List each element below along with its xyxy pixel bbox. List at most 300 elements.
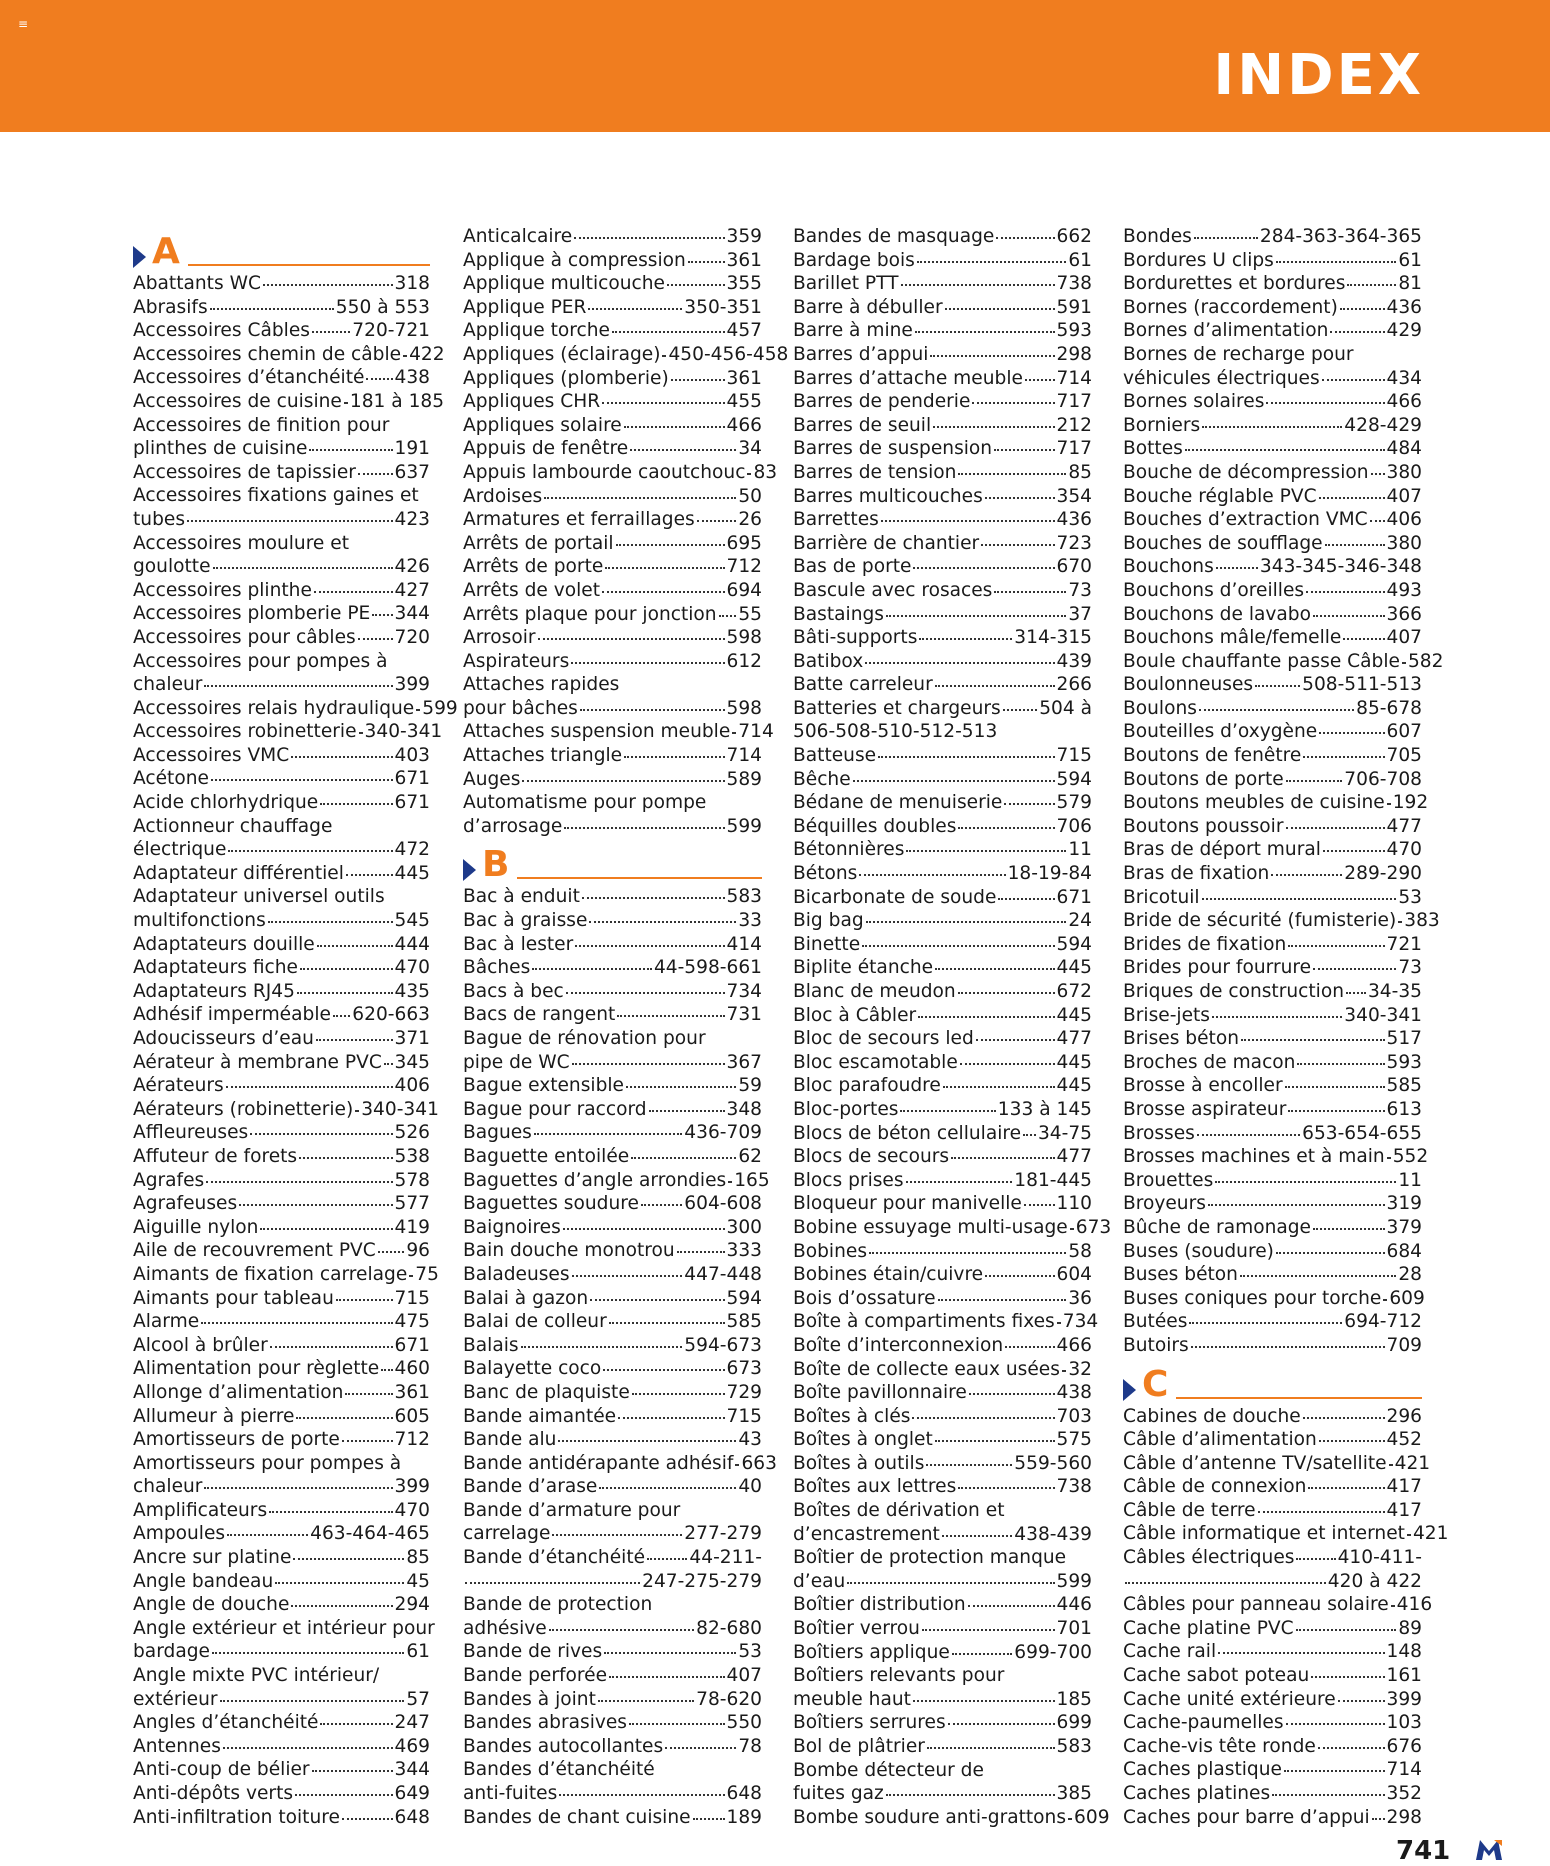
entry-term: Affuteur de forets <box>133 1145 298 1167</box>
entry-pages: 399 <box>1386 1688 1422 1710</box>
entry-term: Amortisseurs de porte <box>133 1429 340 1451</box>
entry-pages: 361 <box>394 1381 430 1403</box>
entry-term: goulotte <box>133 556 211 578</box>
index-entry <box>1123 225 1422 249</box>
triangle-icon <box>133 246 146 268</box>
entry-term: Acide chlorhydrique <box>133 792 319 814</box>
entry-pages: 61 <box>406 1641 430 1663</box>
entry-pages: 277-279 <box>684 1523 762 1545</box>
index-entry <box>463 1145 762 1169</box>
index-entry <box>133 1405 430 1429</box>
dot-leader <box>1185 445 1385 451</box>
index-entry <box>1123 673 1422 697</box>
entry-term: Bêche <box>793 768 851 790</box>
index-entry <box>793 1782 1092 1806</box>
entry-pages: 34 <box>738 438 762 460</box>
entry-term: Anti-coup de bélier <box>133 1759 310 1781</box>
entry-pages: 78-620 <box>696 1688 762 1710</box>
index-entry <box>793 437 1092 461</box>
index-entry <box>793 1405 1092 1429</box>
dot-leader <box>866 917 1067 923</box>
entry-term: Arrêts de porte <box>463 556 604 578</box>
entry-pages: 298 <box>1056 343 1092 365</box>
entry-pages: 380 <box>1386 532 1422 554</box>
dot-leader <box>886 1790 1055 1796</box>
entry-pages: 421 <box>1394 1452 1431 1474</box>
entry-pages: 577 <box>394 1193 430 1215</box>
dot-leader <box>275 1578 404 1584</box>
entry-pages: 18-19-84 <box>1007 863 1092 885</box>
entry-term: chaleur <box>133 674 203 696</box>
entry-pages: 439 <box>1056 650 1092 672</box>
entry-term: meuble haut <box>793 1688 911 1710</box>
index-entry <box>793 980 1092 1004</box>
index-entry <box>463 1428 762 1452</box>
index-entry <box>133 1098 439 1122</box>
entry-pages: 734 <box>726 980 762 1002</box>
index-entry <box>463 1688 762 1712</box>
dot-leader <box>409 1271 413 1277</box>
entry-term: Bloc de secours led <box>793 1028 974 1050</box>
entry-pages: 83 <box>753 461 778 483</box>
entry-pages: 709 <box>1386 1334 1422 1356</box>
dot-leader <box>1346 988 1366 994</box>
index-entry <box>1123 1004 1422 1028</box>
entry-term: Barrière de chantier <box>793 532 980 554</box>
entry-pages: 470 <box>1386 839 1422 861</box>
dot-leader <box>1288 941 1384 947</box>
entry-term: d’arrosage <box>463 815 563 837</box>
dot-leader <box>1303 752 1384 758</box>
entry-pages: 715 <box>726 1405 762 1427</box>
index-entry <box>463 1003 762 1027</box>
entry-pages: 89 <box>1398 1617 1422 1639</box>
entry-term: Boîtier verrou <box>793 1618 920 1640</box>
entry-pages: 383 <box>1404 910 1440 932</box>
index-entry <box>793 1310 1099 1334</box>
index-entry-continued: Accessoires de finition pour <box>133 414 390 436</box>
entry-pages: 420 à 422 <box>1327 1570 1422 1592</box>
dot-leader <box>943 1082 1055 1088</box>
index-entry-continued: Accessoires fixations gaines et <box>133 485 419 507</box>
entry-term: Bobine essuyage multi-usage <box>793 1216 1068 1238</box>
entry-pages: 366 <box>1386 603 1422 625</box>
dot-leader <box>649 1106 725 1112</box>
index-entry <box>1123 1711 1422 1735</box>
dot-leader <box>384 1059 393 1065</box>
dot-leader <box>624 752 724 758</box>
index-entry <box>133 767 430 791</box>
index-entry <box>793 343 1092 367</box>
entry-term: Angle bandeau <box>133 1570 274 1592</box>
entry-term: Cache unité extérieure <box>1123 1688 1336 1710</box>
entry-pages: 352 <box>1386 1783 1422 1804</box>
entry-term: Adaptateurs fiche <box>133 957 298 979</box>
entry-term: Acétone <box>133 768 209 790</box>
entry-pages: 605 <box>394 1405 430 1427</box>
entry-term: Arrêts de portail <box>463 532 614 554</box>
index-entry <box>133 343 445 367</box>
dot-leader <box>747 469 751 475</box>
entry-term: fuites gaz <box>793 1783 884 1805</box>
entry-term: Adaptateur différentiel <box>133 862 344 884</box>
section-header <box>1123 1358 1422 1405</box>
dot-leader <box>228 846 392 852</box>
entry-term: Buses coniques pour torche <box>1123 1287 1382 1309</box>
entry-term: Barres de suspension <box>793 438 993 460</box>
index-entry <box>793 1074 1092 1098</box>
entry-pages: 247 <box>394 1712 430 1734</box>
dot-leader <box>1347 280 1396 286</box>
entry-term: Accessoires de tapissier <box>133 461 356 483</box>
dot-leader <box>859 870 1005 876</box>
index-entry-continued: Bague de rénovation pour <box>463 1028 706 1049</box>
dot-leader <box>1371 469 1385 475</box>
index-entry <box>463 1098 762 1122</box>
entry-term: Caches plastique <box>1123 1759 1282 1781</box>
dot-leader <box>598 1696 694 1702</box>
entry-pages: 55 <box>738 603 762 625</box>
entry-pages: 399 <box>394 674 430 696</box>
entry-term: Bloqueur pour manivelle <box>793 1193 1022 1215</box>
dot-leader <box>1383 1295 1387 1301</box>
hamburger-icon[interactable]: ≡ <box>18 17 29 31</box>
entry-term: Boîte pavillonnaire <box>793 1382 967 1404</box>
dot-leader <box>572 1271 683 1277</box>
entry-pages: 33 <box>738 910 762 932</box>
entry-pages: 444 <box>394 933 430 955</box>
entry-term: Appliques solaire <box>463 414 622 436</box>
index-entry <box>133 838 430 862</box>
entry-term: Bac à graisse <box>463 910 588 932</box>
index-entry <box>793 862 1092 886</box>
entry-term: Baguettes d’angle arrondies <box>463 1169 727 1191</box>
section-letter: A <box>152 231 180 272</box>
dot-leader <box>732 728 736 734</box>
entry-pages: 594 <box>1056 768 1092 790</box>
index-entry <box>463 815 762 839</box>
entry-term: Bloc à Câbler <box>793 1004 917 1026</box>
entry-pages: 438 <box>1056 1382 1092 1404</box>
dot-leader <box>918 1012 1054 1018</box>
dot-leader <box>901 280 1055 286</box>
entry-pages: 612 <box>726 650 762 672</box>
entry-term: Barres de seuil <box>793 414 932 436</box>
entry-term: Abattants WC <box>133 273 261 294</box>
index-entry <box>1123 1263 1422 1287</box>
entry-term: Aérateur à membrane PVC <box>133 1051 382 1073</box>
entry-term: Bride de sécurité (fumisterie) <box>1123 910 1397 932</box>
entry-term: Bouchons <box>1123 556 1214 578</box>
index-entry <box>1123 909 1440 933</box>
dot-leader <box>1387 799 1391 805</box>
index-entry <box>793 1027 1092 1051</box>
index-entry <box>793 603 1092 627</box>
entry-pages: 701 <box>1056 1618 1092 1640</box>
entry-pages: 189 <box>726 1806 762 1828</box>
index-entry <box>133 862 430 886</box>
entry-term: Abrasifs <box>133 296 208 318</box>
dot-leader <box>333 1011 350 1017</box>
dot-leader <box>1297 1059 1384 1065</box>
entry-term: Bordurettes et bordures <box>1123 273 1346 295</box>
dot-leader <box>1322 375 1385 381</box>
entry-term: Accessoires plomberie PE <box>133 603 371 625</box>
entry-term: Accessoires de cuisine <box>133 390 342 412</box>
entry-term: Boulons <box>1123 697 1197 719</box>
entry-term: Aérateurs <box>133 1075 224 1097</box>
entry-pages: 300 <box>726 1216 762 1238</box>
index-entry <box>1123 1405 1422 1429</box>
entry-term: anti-fuites <box>463 1783 558 1804</box>
dot-leader <box>1062 1366 1066 1372</box>
entry-pages: 314-315 <box>1014 627 1092 649</box>
entry-term: électrique <box>133 839 227 861</box>
dot-leader <box>309 445 392 451</box>
entry-term: Cache sabot poteau <box>1123 1665 1310 1687</box>
dot-leader <box>630 445 736 451</box>
entry-term: Boîtes à outils <box>793 1452 925 1474</box>
index-entry <box>463 1617 762 1641</box>
dot-leader <box>616 540 725 546</box>
index-entry <box>1123 272 1422 296</box>
entry-pages: 579 <box>1056 792 1092 814</box>
index-entry <box>793 1263 1092 1287</box>
entry-pages: 289-290 <box>1344 863 1422 885</box>
index-entry <box>133 1145 430 1169</box>
entry-pages: 11 <box>1068 839 1092 861</box>
dot-leader <box>632 1389 725 1395</box>
page-number: 741 <box>1396 1836 1451 1866</box>
entry-pages: 450-456-458 <box>668 343 789 365</box>
triangle-icon <box>463 859 476 881</box>
entry-pages: 594 <box>1056 933 1092 955</box>
dot-leader <box>900 1106 995 1112</box>
index-entry <box>1123 1522 1449 1546</box>
index-entry-continued: Boîtier de protection manque <box>793 1547 1067 1569</box>
index-entry <box>793 1145 1092 1169</box>
entry-term: Aimants de fixation carrelage <box>133 1263 408 1285</box>
dot-leader <box>853 776 1055 782</box>
dot-leader <box>1313 611 1385 617</box>
dot-leader <box>972 398 1054 404</box>
entry-term: Applique à compression <box>463 249 686 271</box>
index-entry <box>793 909 1092 933</box>
index-entry <box>133 791 430 815</box>
entry-pages: 298 <box>1386 1806 1422 1828</box>
index-entry <box>1123 1428 1422 1452</box>
dot-leader <box>981 540 1054 546</box>
entry-pages: 361 <box>726 249 762 271</box>
dot-leader <box>693 1814 725 1820</box>
dot-leader <box>465 1578 640 1584</box>
entry-pages: 344 <box>394 1759 430 1781</box>
entry-pages: 673 <box>726 1358 762 1380</box>
entry-pages: 407 <box>1386 485 1422 507</box>
index-entry <box>1123 390 1422 414</box>
entry-pages: 475 <box>394 1311 430 1333</box>
index-entry-continued: Accessoires pour pompes à <box>133 650 388 672</box>
entry-term: Blanc de meudon <box>793 981 956 1002</box>
entry-term: Barre à mine <box>793 320 913 342</box>
entry-term: Balayette coco <box>463 1358 602 1380</box>
entry-pages: 436-709 <box>684 1122 762 1144</box>
index-entry <box>1123 862 1422 886</box>
entry-term: Adoucisseurs d’eau <box>133 1028 314 1049</box>
index-entry <box>463 508 762 532</box>
entry-term: Boîtiers serrures <box>793 1712 946 1734</box>
index-entry <box>793 933 1092 957</box>
entry-term: Appliques CHR <box>463 391 601 413</box>
entry-term: Cache platine PVC <box>1123 1617 1294 1639</box>
dot-leader <box>926 1460 1012 1466</box>
entry-pages: 663 <box>741 1452 777 1474</box>
index-entry <box>1123 1216 1422 1240</box>
dot-leader <box>1218 1648 1384 1654</box>
entry-pages: 550 à 553 <box>335 296 430 318</box>
entry-pages: 591 <box>1056 296 1092 318</box>
index-entry <box>463 343 789 367</box>
entry-pages: 714 <box>1386 1759 1422 1781</box>
dot-leader <box>930 351 1054 357</box>
index-entry <box>133 579 430 603</box>
index-entry <box>133 1169 430 1193</box>
index-entry <box>1123 1334 1422 1358</box>
entry-pages: 699-700 <box>1014 1641 1092 1663</box>
index-entry <box>1123 1452 1431 1476</box>
entry-term: Butées <box>1123 1311 1188 1333</box>
entry-term: Aiguille nylon <box>133 1216 259 1238</box>
entry-pages: 720 <box>394 626 430 648</box>
index-entry <box>793 414 1092 438</box>
index-entry <box>463 768 762 792</box>
index-entry <box>793 249 1092 273</box>
entry-pages: 45 <box>406 1570 430 1592</box>
index-entry <box>793 815 1092 839</box>
entry-pages: 426 <box>394 556 430 578</box>
dot-leader <box>728 1177 732 1183</box>
dot-leader <box>1197 1130 1300 1136</box>
index-entry <box>793 1475 1092 1499</box>
entry-term: Bain douche monotrou <box>463 1240 675 1262</box>
entry-term: Bornes solaires <box>1123 391 1265 413</box>
index-entry <box>463 933 762 957</box>
dot-leader <box>1319 1436 1385 1442</box>
index-entry <box>793 508 1092 532</box>
index-entry <box>133 1546 430 1570</box>
entry-term: Bac à lester <box>463 933 574 955</box>
entry-term: Accessoires plinthe <box>133 579 312 601</box>
entry-pages: 427 <box>394 579 430 601</box>
entry-pages: 385 <box>1056 1783 1092 1805</box>
entry-term: Borniers <box>1123 414 1201 436</box>
index-entry <box>463 956 762 980</box>
index-entry-continued: Bornes de recharge pour <box>1123 343 1354 365</box>
index-entry <box>1123 815 1422 839</box>
entry-pages: 434 <box>1386 367 1422 389</box>
entry-pages: 714 <box>738 721 774 743</box>
index-entry <box>463 909 762 933</box>
entry-pages: 694 <box>726 579 762 601</box>
entry-term: Applique PER <box>463 296 587 318</box>
index-entry <box>463 461 778 485</box>
entry-term: Boîte à compartiments fixes <box>793 1311 1055 1333</box>
dot-leader <box>204 1483 392 1489</box>
dot-leader <box>927 1743 1055 1749</box>
entry-pages: 715 <box>394 1287 430 1309</box>
index-entry <box>793 1688 1092 1712</box>
index-entry <box>463 437 762 461</box>
entry-term: Alarme <box>133 1311 200 1333</box>
entry-pages: 436 <box>1056 509 1092 531</box>
entry-term: Boîte de collecte eaux usées <box>793 1358 1060 1380</box>
index-entry <box>793 1711 1092 1735</box>
index-entry <box>1123 508 1422 532</box>
entry-term: Boutons poussoir <box>1123 815 1284 837</box>
index-entry <box>793 1806 1110 1830</box>
entry-pages: 703 <box>1056 1405 1092 1427</box>
index-entry <box>793 626 1092 650</box>
entry-pages: 649 <box>394 1783 430 1804</box>
entry-term: Agrafeuses <box>133 1193 238 1215</box>
index-entry <box>1123 1688 1422 1712</box>
dot-leader <box>403 351 407 357</box>
index-entry <box>1123 461 1422 485</box>
entry-pages: 604 <box>1056 1264 1092 1286</box>
entry-term: Bornes (raccordement) <box>1123 296 1338 318</box>
entry-term: Boîtes à onglet <box>793 1429 933 1451</box>
dot-leader <box>521 1342 683 1348</box>
entry-term: Câble d’antenne TV/satellite <box>1123 1452 1387 1474</box>
entry-term: Batte carreleur <box>793 674 933 696</box>
dot-leader <box>881 516 1055 522</box>
entry-term: Bague pour raccord <box>463 1098 647 1120</box>
entry-pages: 57 <box>406 1688 430 1710</box>
index-entry <box>1123 744 1422 768</box>
dot-leader <box>563 1224 725 1230</box>
entry-pages: 673 <box>1075 1216 1112 1238</box>
entry-pages: 82-680 <box>696 1617 762 1639</box>
entry-pages: 192 <box>1392 792 1429 814</box>
dot-leader <box>1285 1082 1385 1088</box>
entry-term: Bandes abrasives <box>463 1712 627 1734</box>
index-entry <box>793 367 1092 391</box>
dot-leader <box>342 1436 393 1442</box>
entry-term: plinthes de cuisine <box>133 438 308 460</box>
entry-term: Auges <box>463 768 521 790</box>
dot-leader <box>1318 1743 1385 1749</box>
dot-leader <box>250 1129 392 1135</box>
entry-term: Bol de plâtrier <box>793 1736 925 1757</box>
entry-term: Bande de rives <box>463 1641 603 1663</box>
index-entry <box>793 555 1092 579</box>
section-header <box>463 838 762 885</box>
entry-pages: 44-211- <box>689 1547 762 1569</box>
entry-term: Ampoules <box>133 1523 226 1545</box>
entry-pages: 466 <box>726 414 762 436</box>
entry-pages: 340-341 <box>361 1098 439 1120</box>
entry-term: Brises béton <box>1123 1028 1239 1050</box>
dot-leader <box>976 1035 1055 1041</box>
dot-leader <box>960 1059 1055 1065</box>
entry-pages: 266 <box>1056 674 1092 696</box>
entry-term: Biplite étanche <box>793 957 934 979</box>
dot-leader <box>1272 1790 1384 1796</box>
dot-leader <box>735 1460 739 1466</box>
dot-leader <box>605 563 724 569</box>
brand-m-icon <box>1474 1836 1504 1862</box>
dot-leader <box>688 257 725 263</box>
